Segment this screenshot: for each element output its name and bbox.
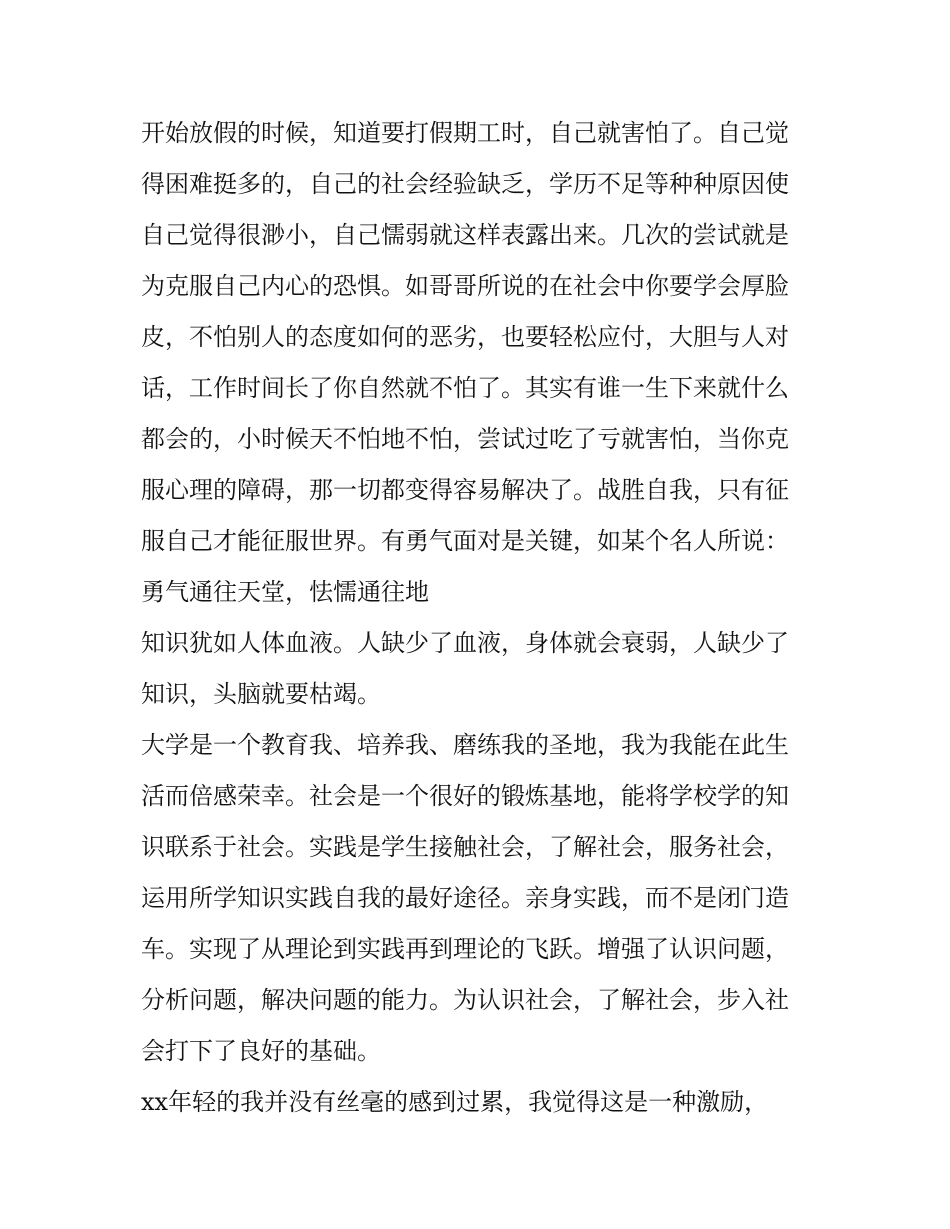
- text-line: 自己觉得很渺小，自己懦弱就这样表露出来。几次的尝试就是: [141, 221, 789, 249]
- text-line: 大学是一个教育我、培养我、磨练我的圣地，我为我能在此生: [141, 731, 789, 759]
- document-body: [141, 108, 821, 1128]
- paragraph-4: [141, 1077, 821, 1128]
- paragraph-1: [141, 108, 821, 618]
- text-line: 分析问题，解决问题的能力。为认识社会，了解社会，步入社: [141, 986, 789, 1014]
- text-line: 知识犹如人体血液。人缺少了血液，身体就会衰弱，人缺少了: [141, 629, 789, 657]
- text-line: 勇气通往天堂，怯懦通往地: [141, 578, 429, 606]
- text-line: 话，工作时间长了你自然就不怕了。其实有谁一生下来就什么: [141, 374, 789, 402]
- text-line: 得困难挺多的，自己的社会经验缺乏，学历不足等种种原因使: [141, 170, 789, 198]
- text-line: 车。实现了从理论到实践再到理论的飞跃。增强了认识问题，: [141, 935, 789, 963]
- paragraph-2: [141, 618, 821, 720]
- text-line: 活而倍感荣幸。社会是一个很好的锻炼基地，能将学校学的知: [141, 782, 789, 810]
- text-line: 知识，头脑就要枯竭。: [141, 680, 381, 708]
- text-line: 服自己才能征服世界。有勇气面对是关键，如某个名人所说：: [141, 527, 789, 555]
- text-line: 服心理的障碍，那一切都变得容易解决了。战胜自我，只有征: [141, 476, 789, 504]
- text-line: 都会的，小时候天不怕地不怕，尝试过吃了亏就害怕，当你克: [141, 425, 789, 453]
- text-line: 运用所学知识实践自我的最好途径。亲身实践，而不是闭门造: [141, 884, 789, 912]
- text-line: 皮，不怕别人的态度如何的恶劣，也要轻松应付，大胆与人对: [141, 323, 789, 351]
- text-line: 会打下了良好的基础。: [141, 1037, 381, 1065]
- paragraph-3: [141, 720, 821, 1077]
- text-line: 为克服自己内心的恐惧。如哥哥所说的在社会中你要学会厚脸: [141, 272, 789, 300]
- text-line: 识联系于社会。实践是学生接触社会，了解社会，服务社会，: [141, 833, 789, 861]
- text-line: xx年轻的我并没有丝毫的感到过累，我觉得这是一种激励，: [141, 1088, 769, 1116]
- text-line: 开始放假的时候，知道要打假期工时，自己就害怕了。自己觉: [141, 119, 789, 147]
